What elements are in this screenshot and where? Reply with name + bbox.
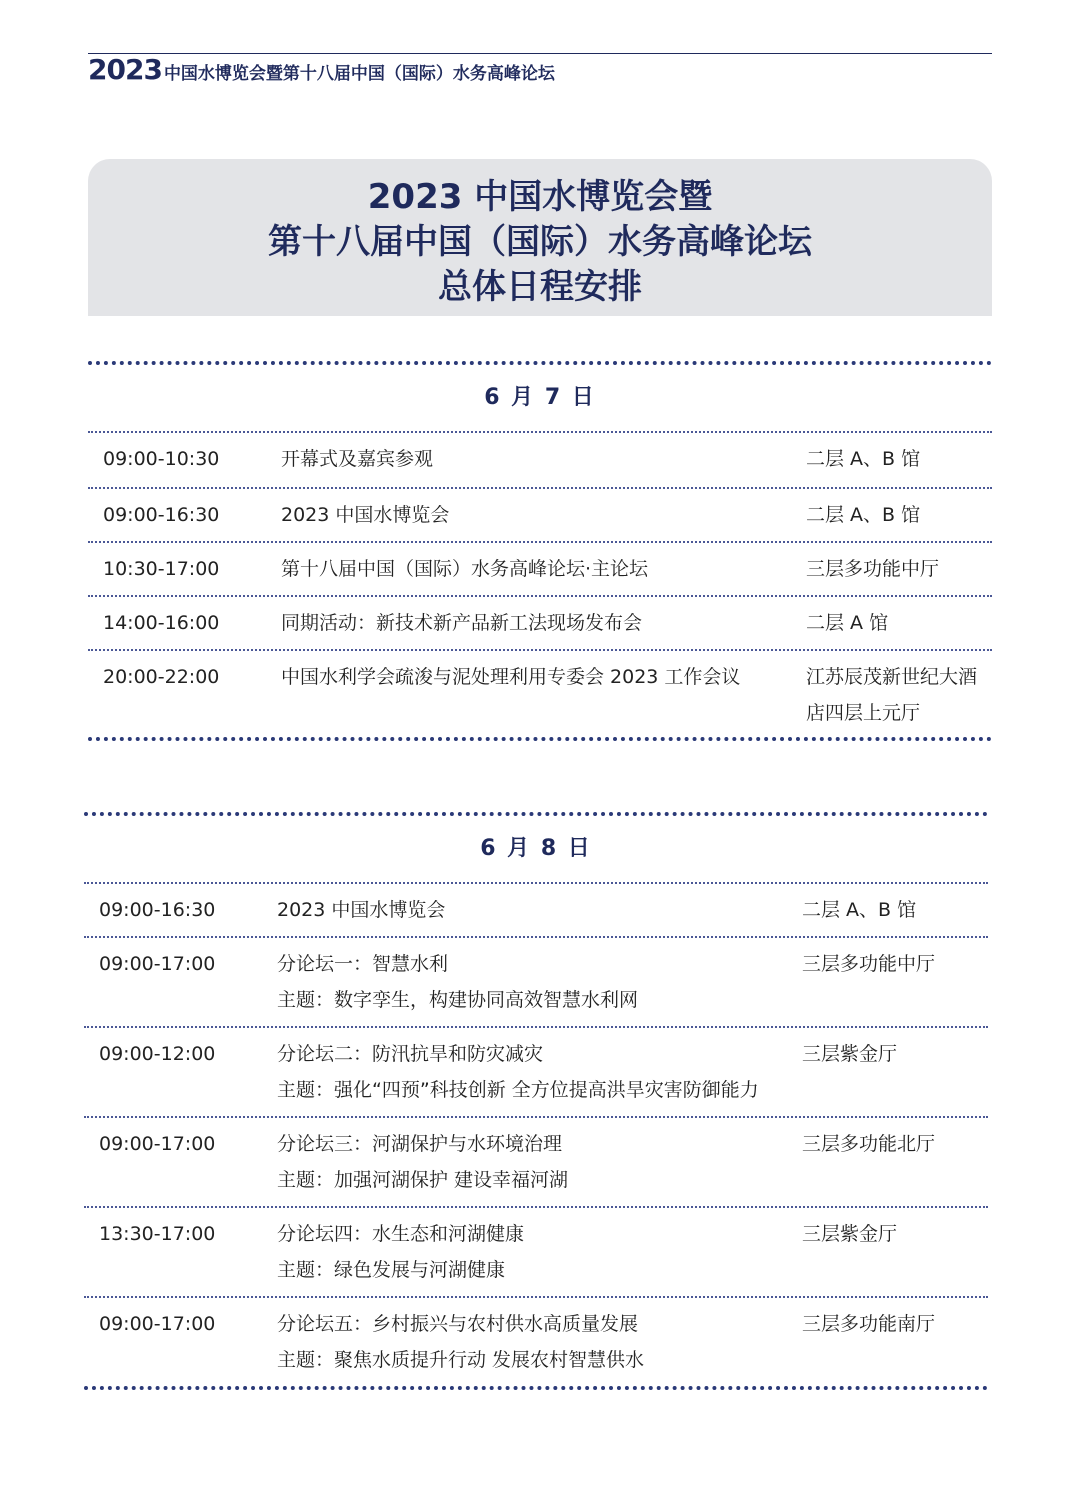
schedule-row [84, 938, 988, 1026]
header-year: 2023 [88, 53, 162, 86]
section-divider [84, 1386, 988, 1390]
row-venue: 二层 A 馆 [806, 612, 889, 634]
row-event: 开幕式及嘉宾参观 [281, 448, 434, 470]
row-time: 09:00-10:30 [103, 448, 220, 470]
schedule-row [88, 543, 992, 595]
banner-title-line-3: 总体日程安排 [438, 267, 642, 307]
row-time: 09:00-17:00 [99, 953, 216, 975]
row-event: 第十八届中国（国际）水务高峰论坛·主论坛 [281, 558, 649, 580]
schedule-row [88, 433, 992, 487]
row-venue: 三层紫金厅 [802, 1223, 898, 1245]
schedule-row [88, 597, 992, 649]
row-time: 13:30-17:00 [99, 1223, 216, 1245]
row-event: 分论坛四：水生态和河湖健康 [277, 1223, 525, 1245]
row-event: 同期活动：新技术新产品新工法现场发布会 [281, 612, 643, 634]
day-section-june-8 [84, 812, 988, 1390]
row-event: 中国水利学会疏浚与泥处理利用专委会 2023 工作会议 [281, 666, 741, 688]
schedule-row [84, 1208, 988, 1296]
row-theme: 聚焦水质提升行动 发展农村智慧供水 [334, 1349, 645, 1371]
row-event: 2023 中国水博览会 [277, 899, 446, 921]
header-title: 中国水博览会暨第十八届中国（国际）水务高峰论坛 [163, 64, 555, 84]
row-venue: 三层多功能中厅 [806, 558, 940, 580]
row-venue: 三层多功能中厅 [802, 953, 936, 975]
row-theme: 绿色发展与河湖健康 [334, 1259, 506, 1281]
row-time: 10:30-17:00 [103, 558, 220, 580]
section-divider [88, 737, 992, 741]
theme-label: 主题： [277, 1169, 335, 1191]
row-time: 20:00-22:00 [103, 666, 220, 688]
row-venue: 三层多功能北厅 [802, 1133, 936, 1155]
row-theme: 加强河湖保护 建设幸福河湖 [334, 1169, 569, 1191]
row-time: 14:00-16:00 [103, 612, 220, 634]
row-time: 09:00-17:00 [99, 1133, 216, 1155]
title-banner [88, 159, 992, 316]
day-section-june-7 [88, 361, 992, 741]
row-venue: 三层紫金厅 [802, 1043, 898, 1065]
schedule-row [84, 1118, 988, 1206]
row-time: 09:00-16:30 [99, 899, 216, 921]
row-venue: 二层 A、B 馆 [806, 504, 921, 526]
row-venue: 二层 A、B 馆 [802, 899, 917, 921]
theme-label: 主题： [277, 1079, 335, 1101]
row-event: 分论坛三：河湖保护与水环境治理 [277, 1133, 563, 1155]
row-venue: 三层多功能南厅 [802, 1313, 936, 1335]
banner-title-line-2: 第十八届中国（国际）水务高峰论坛 [268, 222, 812, 262]
row-theme: 强化“四预”科技创新 全方位提高洪旱灾害防御能力 [334, 1079, 759, 1101]
row-venue: 江苏辰茂新世纪大酒店四层上元厅 [806, 666, 978, 724]
banner-title-line-1: 2023 中国水博览会暨 [367, 177, 713, 217]
row-event: 分论坛一：智慧水利 [277, 953, 449, 975]
schedule-row [88, 489, 992, 541]
schedule-row [84, 1298, 988, 1386]
row-venue: 二层 A、B 馆 [806, 448, 921, 470]
theme-label: 主题： [277, 989, 335, 1011]
row-time: 09:00-16:30 [103, 504, 220, 526]
row-event: 分论坛二：防汛抗旱和防灾减灾 [277, 1043, 544, 1065]
row-time: 09:00-12:00 [99, 1043, 216, 1065]
day-title: 6 月 7 日 [484, 385, 596, 410]
row-event: 2023 中国水博览会 [281, 504, 450, 526]
row-theme: 数字孪生，构建协同高效智慧水利网 [334, 989, 639, 1011]
day-title: 6 月 8 日 [480, 836, 592, 861]
theme-label: 主题： [277, 1349, 335, 1371]
running-header [88, 50, 992, 86]
row-time: 09:00-17:00 [99, 1313, 216, 1335]
row-event: 分论坛五：乡村振兴与农村供水高质量发展 [277, 1313, 639, 1335]
schedule-row [84, 1028, 988, 1116]
schedule-row [84, 884, 988, 936]
schedule-row [88, 651, 992, 737]
theme-label: 主题： [277, 1259, 335, 1281]
